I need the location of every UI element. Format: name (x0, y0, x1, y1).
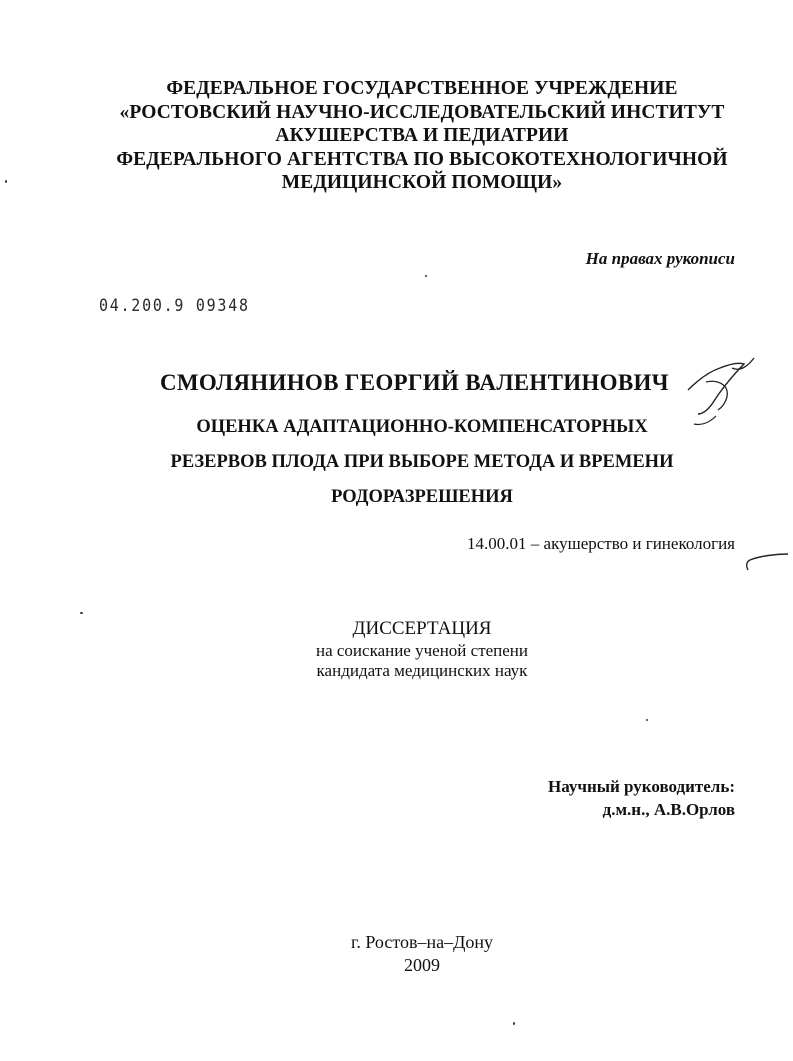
pen-mark-icon (742, 548, 790, 572)
year: 2009 (404, 955, 440, 975)
institution-header (60, 77, 784, 195)
footer-block (220, 931, 624, 977)
manuscript-rights-note: На правах рукописи (585, 249, 735, 268)
degree-line: на соискание ученой степени (315, 641, 529, 660)
dissertation-title (100, 410, 744, 515)
registration-stamp-number: 04.200.9 09348 (99, 296, 250, 316)
scan-speck (5, 180, 7, 183)
supervisor-block (548, 775, 735, 821)
scan-speck (646, 719, 648, 721)
institution-line: АКУШЕРСТВА И ПЕДИАТРИИ (275, 125, 569, 146)
specialty-code: 14.00.01 – акушерство и гинекология (467, 534, 735, 553)
scan-speck (513, 1022, 515, 1025)
title-line: РЕЗЕРВОВ ПЛОДА ПРИ ВЫБОРЕ МЕТОДА И ВРЕМЕНИ (170, 452, 674, 472)
dissertation-block (220, 617, 624, 681)
institution-line: ФЕДЕРАЛЬНОГО АГЕНТСТВА ПО ВЫСОКОТЕХНОЛОГИЧНОЙ (116, 148, 728, 170)
scan-speck (425, 275, 427, 277)
dissertation-heading: ДИССЕРТАЦИЯ (352, 618, 492, 639)
supervisor-label: Научный руководитель: (548, 777, 735, 796)
author-name: СМОЛЯНИНОВ ГЕОРГИЙ ВАЛЕНТИНОВИЧ (160, 370, 669, 395)
institution-line: МЕДИЦИНСКОЙ ПОМОЩИ» (281, 172, 563, 193)
supervisor-name: д.м.н., А.В.Орлов (602, 800, 735, 819)
scan-speck (80, 612, 83, 614)
city: г. Ростов–на–Дону (350, 932, 493, 952)
degree-line: кандидата медицинских наук (316, 661, 528, 680)
institution-line: ФЕДЕРАЛЬНОЕ ГОСУДАРСТВЕННОЕ УЧРЕЖДЕНИЕ (166, 78, 678, 99)
title-line: РОДОРАЗРЕШЕНИЯ (331, 487, 513, 507)
institution-line: «РОСТОВСКИЙ НАУЧНО-ИССЛЕДОВАТЕЛЬСКИЙ ИНСТИТУТ (119, 101, 725, 123)
title-line: ОЦЕНКА АДАПТАЦИОННО-КОМПЕНСАТОРНЫХ (196, 417, 648, 437)
